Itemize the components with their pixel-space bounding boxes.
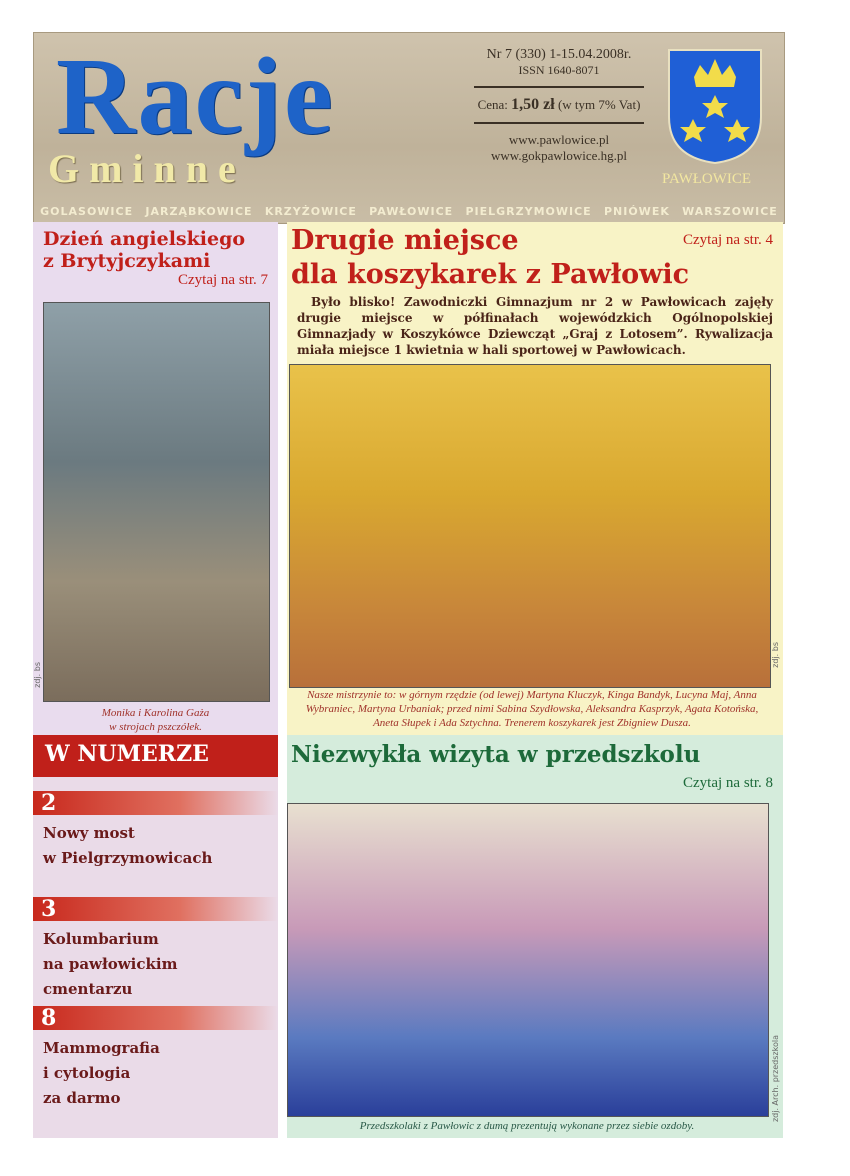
contents-box: [33, 735, 278, 1138]
photo-preschool-children: [287, 803, 769, 1117]
page-number: 3: [33, 897, 278, 921]
read-more: Czytaj na str. 4: [683, 232, 773, 248]
caption-line: Monika i Karolina Gaża: [101, 707, 210, 719]
contents-item-title: Kolumbarium na pawłowickim cmentarzu: [43, 930, 178, 998]
photo-credit: zdj. Arch. przedszkola: [771, 1035, 780, 1123]
headline-line-1: Dzień angielskiego: [43, 228, 246, 250]
price: 1,50 zł: [511, 96, 555, 113]
read-more: Czytaj na str. 8: [683, 775, 773, 791]
headline-line-2: z Brytyjczykami: [43, 250, 211, 272]
caption-line: w strojach pszczółek.: [109, 721, 202, 733]
contents-item[interactable]: [33, 897, 278, 1002]
lead-paragraph: Było blisko! Zawodniczki Gimnazjum nr 2 w Pawłowicach zajęły drugie miejsce w półfinałach wojewódzkich Ogólnopolskiej Gimnazjady w Koszykówce Dziewcząt „Graj z Lotosem”. Rywalizacja miała miejsce 1 kwietnia w hali sportowej w Pawłowicach.: [297, 295, 773, 357]
photo-caption: Przedszkolaki z Pawłowic z dumą prezentują wykonane przez siebie ozdoby.: [359, 1120, 695, 1132]
nav-item: KRZYŻOWICE: [264, 205, 357, 218]
contents-item[interactable]: [33, 791, 278, 871]
contents-item[interactable]: [33, 1006, 278, 1111]
photo-bee-costumes: [43, 302, 270, 702]
contents-item-title: Nowy most w Pielgrzymowicach: [43, 824, 213, 867]
nav-item: JARZĄBKOWICE: [145, 205, 253, 218]
photo-caption: [33, 706, 278, 734]
crest-label: PAWŁOWICE: [662, 171, 752, 187]
masthead-title: Racje: [56, 35, 335, 157]
article-preschool: [287, 735, 783, 1138]
price-note: (w tym 7% Vat): [557, 97, 641, 112]
page-number: 8: [33, 1006, 278, 1030]
coat-of-arms-icon: [666, 47, 764, 165]
article-basketball: [287, 222, 783, 735]
nav-item: WARSZOWICE: [682, 205, 778, 218]
headline-line-1: Drugie miejsce: [291, 225, 519, 256]
headline-line-2: dla koszykarek z Pawłowic: [291, 259, 690, 290]
url-1: www.pawlowice.pl: [508, 132, 610, 147]
headline: [291, 224, 689, 292]
nav-item: PIELGRZYMOWICE: [465, 205, 592, 218]
masthead: [33, 32, 785, 224]
article-english-day: [33, 222, 278, 735]
issue-number: Nr 7 (330) 1-15.04.2008r.: [486, 47, 632, 62]
price-line: [459, 96, 659, 114]
photo-credit: zdj. bs: [771, 642, 780, 668]
photo-caption: Nasze mistrzynie to: w górnym rzędzie (od lewej) Martyna Kluczyk, Kinga Bandyk, Lucyna Maj, Anna Wybraniec, Martyna Urbaniak; przed nimi Sabina Szydłowska, Aleksandra Kasprzyk, Agata Kotońska, Aneta Słupek i Ada Sztychna. Trenerem koszykarek jest Zbigniew Dusza.: [305, 689, 759, 729]
photo-credit: zdj. bs: [33, 662, 42, 688]
price-label: Cena:: [477, 97, 508, 112]
headline: Niezwykła wizyta w przedszkolu: [291, 741, 701, 768]
contents-item-title: Mammografia i cytologia za darmo: [43, 1039, 160, 1107]
photo-basketball-team: [289, 364, 771, 688]
read-more: Czytaj na str. 7: [178, 272, 268, 288]
nav-item: PAWŁOWICE: [369, 205, 454, 218]
issue-info: [459, 47, 659, 164]
nav-item: GOLASOWICE: [40, 205, 134, 218]
contents-title: W NUMERZE: [33, 735, 278, 777]
village-nav: [34, 205, 784, 223]
nav-item: PNIÓWEK: [603, 205, 670, 218]
url-2: www.gokpawlowice.hg.pl: [491, 148, 627, 163]
masthead-subtitle: Gminne: [48, 146, 246, 191]
issn: ISSN 1640-8071: [518, 63, 600, 77]
page-number: 2: [33, 791, 278, 815]
